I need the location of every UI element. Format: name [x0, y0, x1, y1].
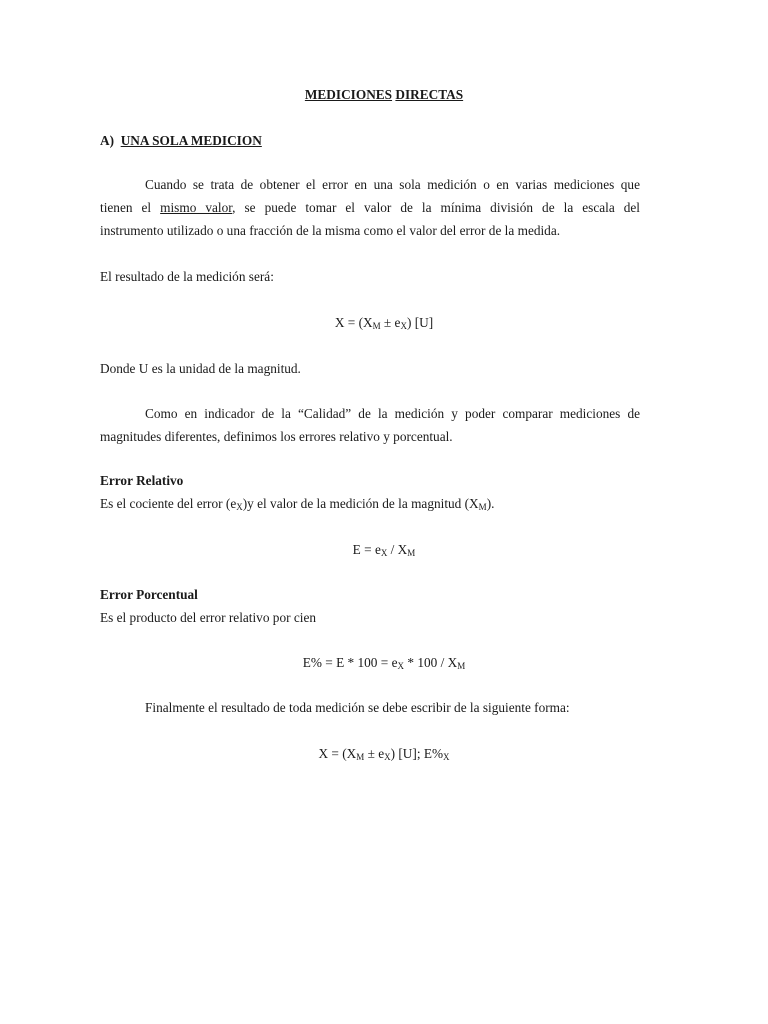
section-a-title: UNA SOLA MEDICION [120, 133, 262, 148]
relative-error-formula-b: / X [387, 542, 408, 557]
relative-error-desc-a: Es el cociente del error (e [100, 496, 237, 511]
percentual-error-formula-b: * 100 / X [404, 655, 458, 670]
title-part-2: DIRECTAS [395, 87, 464, 102]
relative-error-formula-sub-m: M [407, 548, 416, 558]
paragraph-1-line-1: Cuando se trata de obtener el error en una sola medición o en varias mediciones que [145, 177, 640, 192]
formula-result-sub-x: X [400, 321, 407, 331]
formula-result-part-a: X = (X [334, 315, 373, 330]
percentual-error-description: Es el producto del error relativo por cien [100, 610, 316, 625]
final-sentence: Finalmente el resultado de toda medición se debe escribir de la siguiente forma: [145, 700, 570, 715]
final-formula-b: ± e [364, 746, 385, 761]
paragraph-1-line-2-post: , se puede tomar el valor de la mínima división de la escala del [232, 200, 640, 215]
formula-result [0, 314, 768, 332]
final-formula-c: ) [U]; E% [390, 746, 444, 761]
mismo-valor-underlined: mismo valor [160, 200, 233, 215]
paragraph-1-line-2-pre: tienen el [100, 200, 152, 215]
formula-result-part-c: ) [U] [406, 315, 434, 330]
percentual-error-formula-sub-x: X [397, 661, 405, 671]
formula-result-part-b: ± e [380, 315, 401, 330]
relative-error-heading: Error Relativo [100, 473, 184, 488]
paragraph-1-line-3: instrumento utilizado o una fracción de la misma como el valor del error de la medida. [100, 223, 561, 238]
paragraph-1-line-2 [100, 199, 640, 217]
percentual-error-formula-sub-m: M [457, 661, 466, 671]
paragraph-2-line-1: Como en indicador de la “Calidad” de la medición y poder comparar mediciones de [145, 406, 640, 421]
relative-error-description [100, 495, 494, 513]
title-part-1: MEDICIONES [304, 87, 393, 102]
relative-error-formula [0, 541, 768, 559]
relative-error-desc-sub-x: X [236, 502, 243, 512]
relative-error-desc-b: )y el valor de la medición de la magnitud (X [242, 496, 479, 511]
page-title [0, 86, 768, 104]
final-formula-sub-m: M [356, 752, 365, 762]
final-formula-sub-x: X [384, 752, 391, 762]
relative-error-formula-a: E = e [352, 542, 381, 557]
relative-error-desc-sub-m: M [478, 502, 487, 512]
section-a-label: A) [100, 133, 115, 148]
final-formula-sub-x2: X [443, 752, 450, 762]
relative-error-formula-sub-x: X [380, 548, 388, 558]
percentual-error-formula-a: E% = E * 100 = e [302, 655, 398, 670]
result-intro: El resultado de la medición será: [100, 269, 274, 284]
formula-result-sub-m: M [372, 321, 381, 331]
relative-error-desc-c: ). [486, 496, 495, 511]
percentual-error-heading: Error Porcentual [100, 587, 198, 602]
section-a-heading [100, 132, 262, 150]
final-formula [0, 745, 768, 763]
unit-explanation: Donde U es la unidad de la magnitud. [100, 361, 301, 376]
paragraph-2-line-2: magnitudes diferentes, definimos los errores relativo y porcentual. [100, 429, 453, 444]
final-formula-a: X = (X [318, 746, 357, 761]
percentual-error-formula [0, 654, 768, 672]
